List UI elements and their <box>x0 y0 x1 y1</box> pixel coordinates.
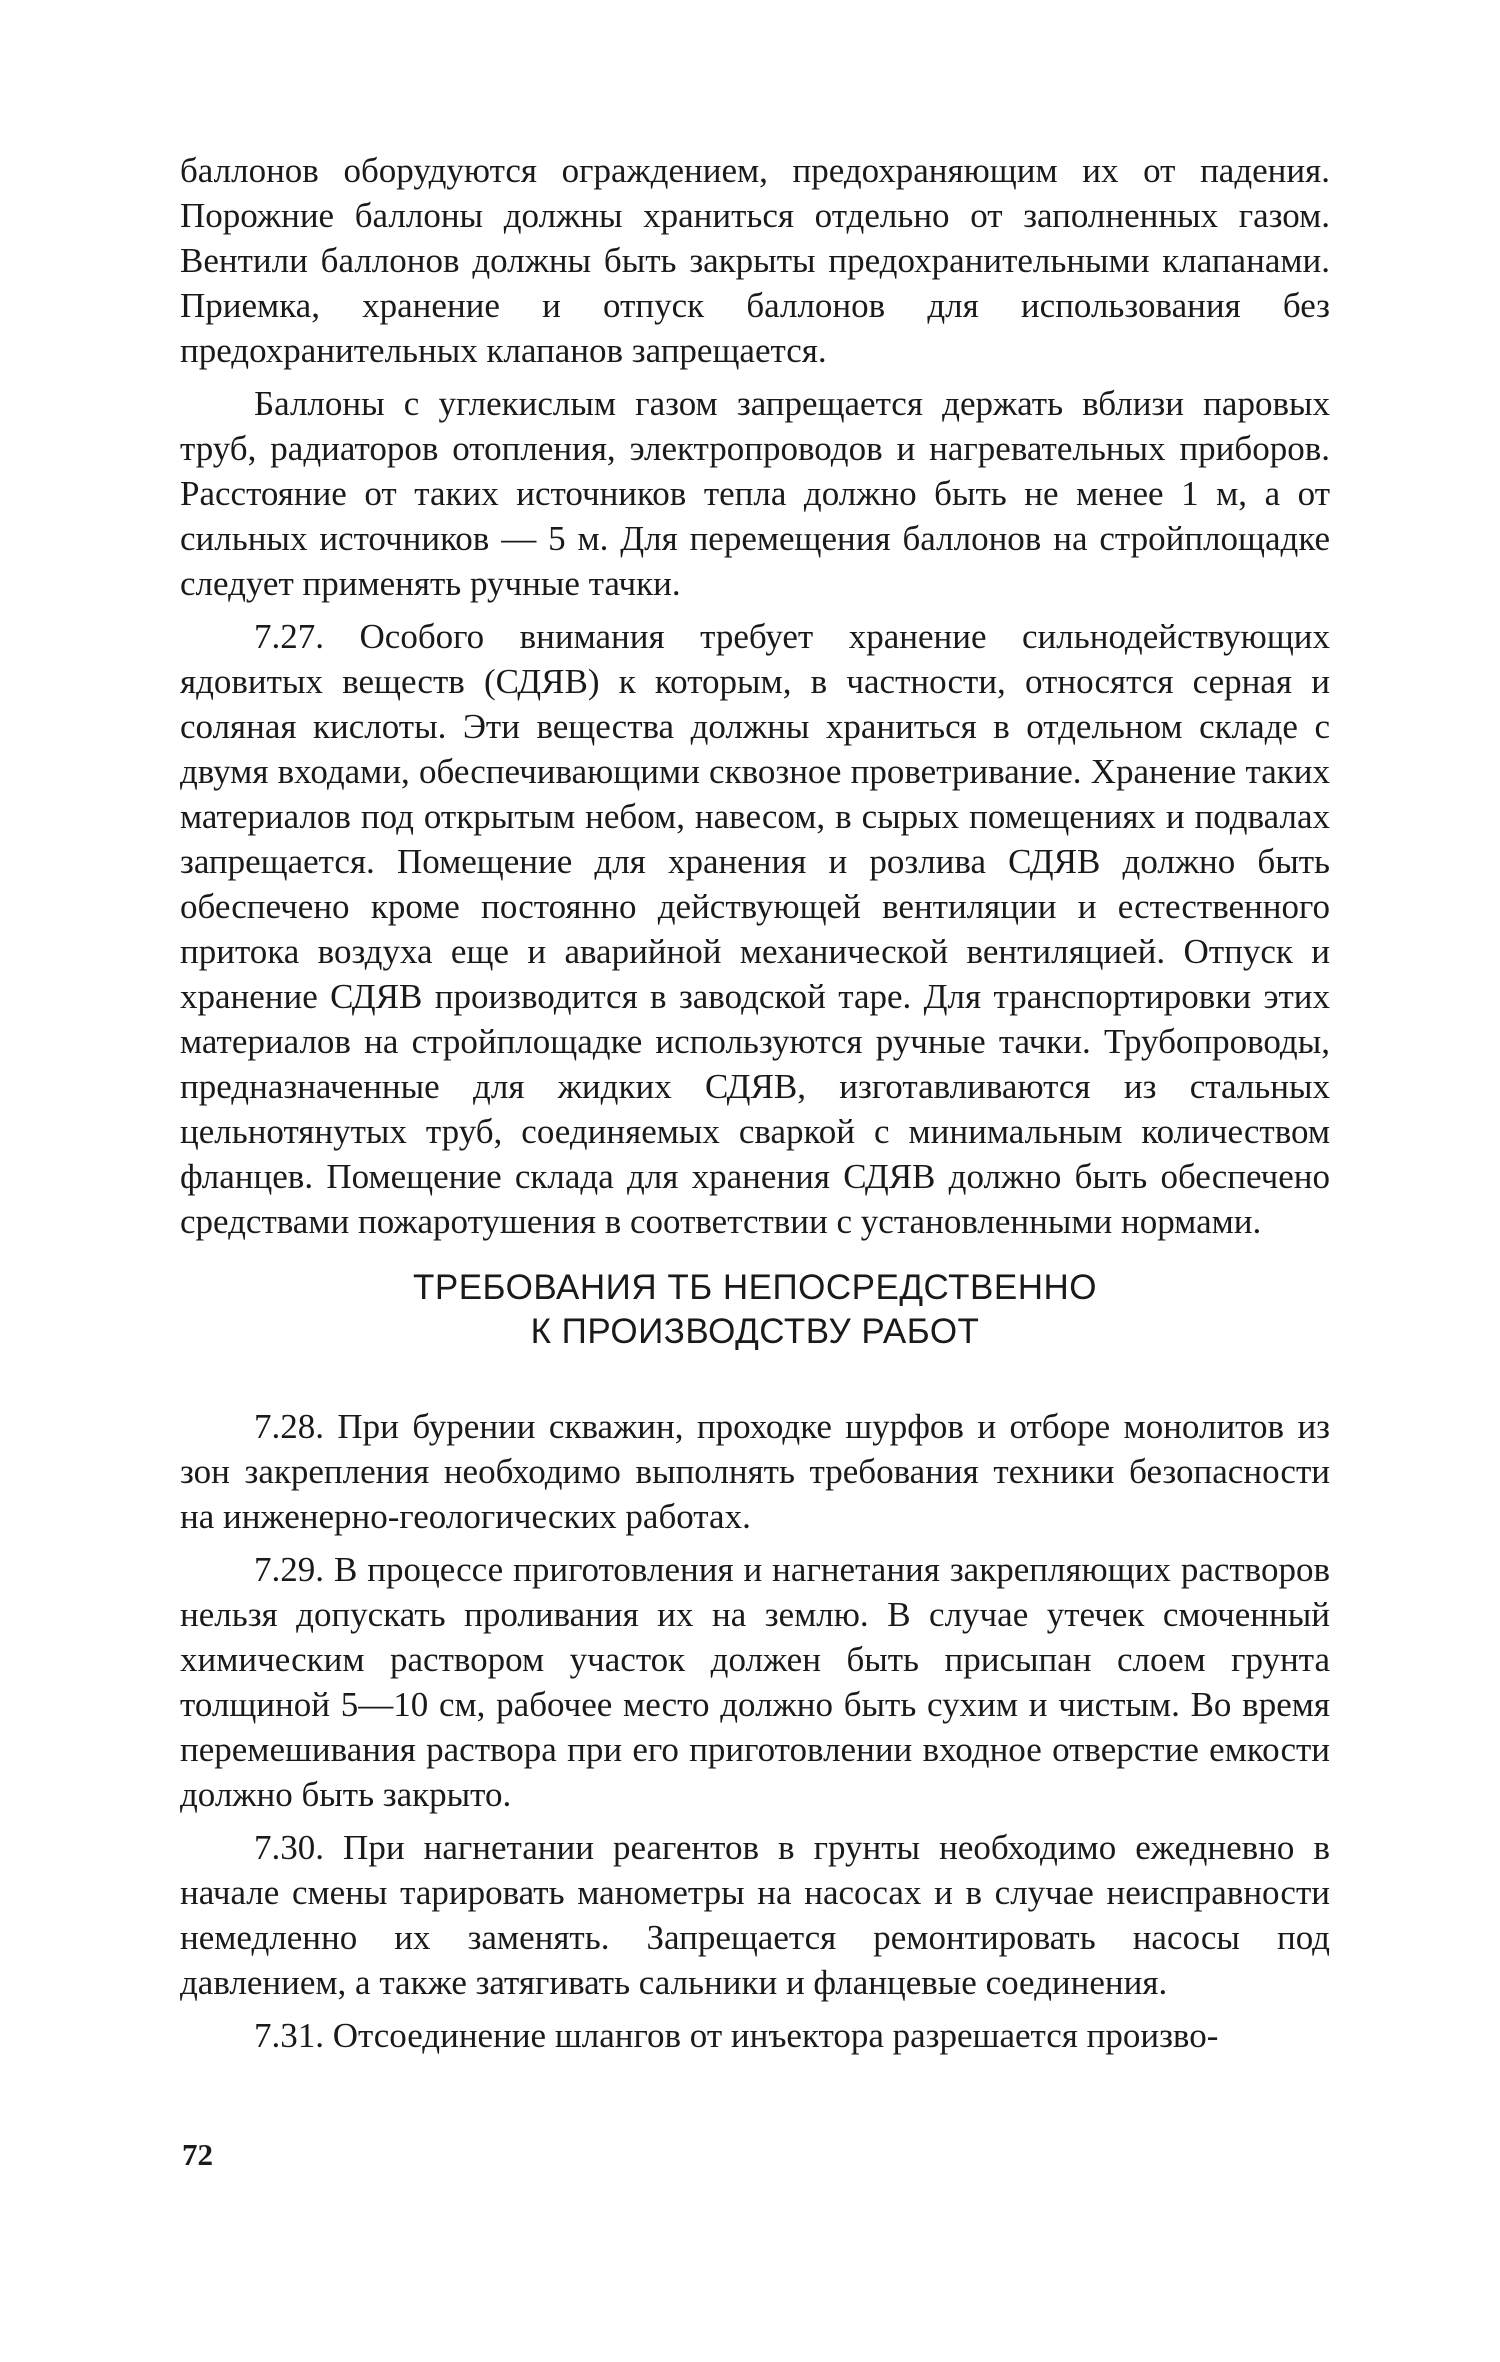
paragraph-7-29: 7.29. В процессе приготовления и нагнетания закрепляющих растворов нельзя допускать проливания их на землю. В случае утечек смоченный химическим раствором участок должен быть присыпан слоем грунта толщиной 5—10 см, рабочее место должно быть сухим и чистым. Во время перемешивания раствора при его приготовлении входное отверстие емкости должно быть закрыто. <box>180 1550 1330 1814</box>
paragraph-gas-cylinders-continued: баллонов оборудуются ограждением, предохраняющим их от падения. Порожние баллоны должны храниться отдельно от заполненных газом. Вентили баллонов должны быть закрыты предохранительными клапанами. Приемка, хранение и отпуск баллонов для использования без предохранительных клапанов запрещается. <box>180 151 1330 370</box>
section-heading <box>180 1266 1330 1354</box>
page-number: 72 <box>182 2137 213 2172</box>
section-heading-line-2: К ПРОИЗВОДСТВУ РАБОТ <box>530 1312 980 1351</box>
paragraph-7-28: 7.28. При бурении скважин, проходке шурфов и отборе монолитов из зон закрепления необходимо выполнять требования техники безопасности на инженерно-геологических работах. <box>180 1407 1330 1536</box>
paragraph-7-31: 7.31. Отсоединение шлангов от инъектора разрешается произво- <box>254 2016 1219 2055</box>
paragraph-co2-cylinders: Баллоны с углекислым газом запрещается держать вблизи паровых труб, радиаторов отопления, электропроводов и нагревательных приборов. Расстояние от таких источников тепла должно быть не менее 1 м, а от сильных источников — 5 м. Для перемещения баллонов на стройплощадке следует применять ручные тачки. <box>180 384 1330 603</box>
page-body <box>180 148 1330 2248</box>
paragraph-7-30: 7.30. При нагнетании реагентов в грунты необходимо ежедневно в начале смены тарировать манометры на насосах и в случае неисправности немедленно их заменять. Запрещается ремонтировать насосы под давлением, а также затягивать сальники и фланцевые соединения. <box>180 1828 1330 2002</box>
section-heading-line-1: ТРЕБОВАНИЯ ТБ НЕПОСРЕДСТВЕННО <box>412 1268 1098 1307</box>
paragraph-7-27: 7.27. Особого внимания требует хранение сильнодействующих ядовитых веществ (СДЯВ) к которым, в частности, относятся серная и соляная кислоты. Эти вещества должны храниться в отдельном складе с двумя входами, обеспечивающими сквозное проветривание. Хранение таких материалов под открытым небом, навесом, в сырых помещениях и подвалах запрещается. Помещение для хранения и розлива СДЯВ должно быть обеспечено кроме постоянно действующей вентиляции и естественного притока воздуха еще и аварийной механической вентиляцией. Отпуск и хранение СДЯВ производится в заводской таре. Для транспортировки этих материалов на стройплощадке используются ручные тачки. Трубопроводы, предназначенные для жидких СДЯВ, изготавливаются из стальных цельнотянутых труб, соединяемых сваркой с минимальным количеством фланцев. Помещение склада для хранения СДЯВ должно быть обеспечено средствами пожаротушения в соответствии с установленными нормами. <box>180 617 1330 1241</box>
